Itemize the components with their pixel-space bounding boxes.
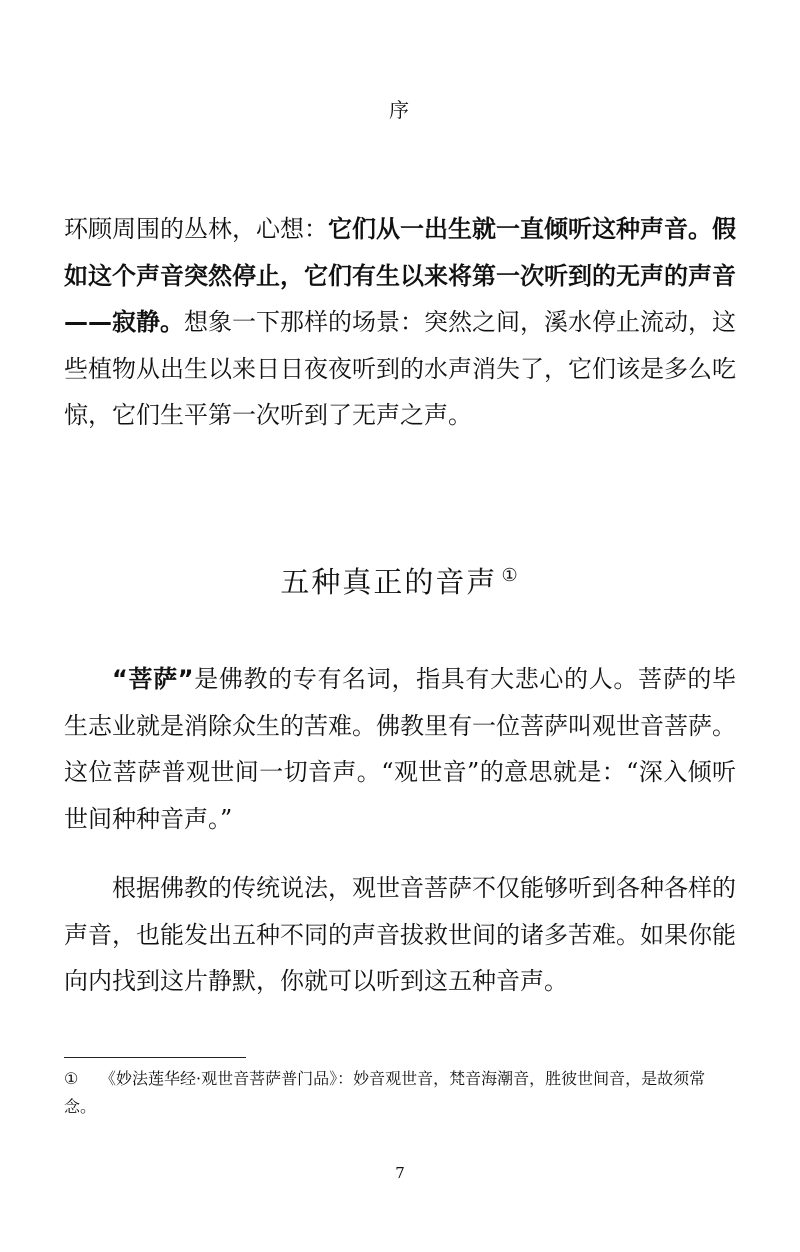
paragraph-bodhisattva xyxy=(64,656,736,842)
running-header: 序 xyxy=(389,98,411,122)
footnote-reference-mark: ① xyxy=(501,565,520,587)
section-heading xyxy=(0,560,800,601)
paragraph-bodhisattva-rest: 是佛教的专有名词，指具有大悲心的人。菩萨的毕生志业就是消除众生的苦难。佛教里有一位菩萨叫观世音菩萨。这位菩萨普观世间一切音声。“观世音”的意思就是：“深入倾听世间种种音声。” xyxy=(64,665,737,833)
paragraph-five-sounds: 根据佛教的传统说法，观世音菩萨不仅能够听到各种各样的声音，也能发出五种不同的声音拔救世间的诸多苦难。如果你能向内找到这片静默，你就可以听到这五种音声。 xyxy=(64,874,736,995)
section-heading-text: 五种真正的音声 xyxy=(280,565,498,599)
paragraph-jungle-silence-rest: 想象一下那样的场景：突然之间，溪水停止流动，这些植物从出生以来日日夜夜听到的水声消失了，它们该是多么吃惊，它们生平第一次听到了无声之声。 xyxy=(64,308,736,429)
paragraph-jungle-silence-intro: 环顾周围的丛林，心想： xyxy=(64,215,328,243)
footnote-divider xyxy=(64,1057,246,1058)
footnote xyxy=(64,1065,736,1121)
page-number: 7 xyxy=(395,1164,405,1182)
paragraph-jungle-silence-emphasis: 它们从一出生就一直倾听这种声音。假如这个声音突然停止，它们有生以来将第一次听到的无声的声音——寂静。 xyxy=(64,215,736,336)
footnote-text: 《妙法莲华经·观世音菩萨普门品》：妙音观世音，梵音海潮音，胜彼世间音，是故须常念。 xyxy=(64,1069,706,1116)
paragraph-jungle-silence xyxy=(64,206,736,439)
bodhisattva-term: “菩萨” xyxy=(112,665,194,693)
footnote-number: ① xyxy=(64,1069,79,1088)
